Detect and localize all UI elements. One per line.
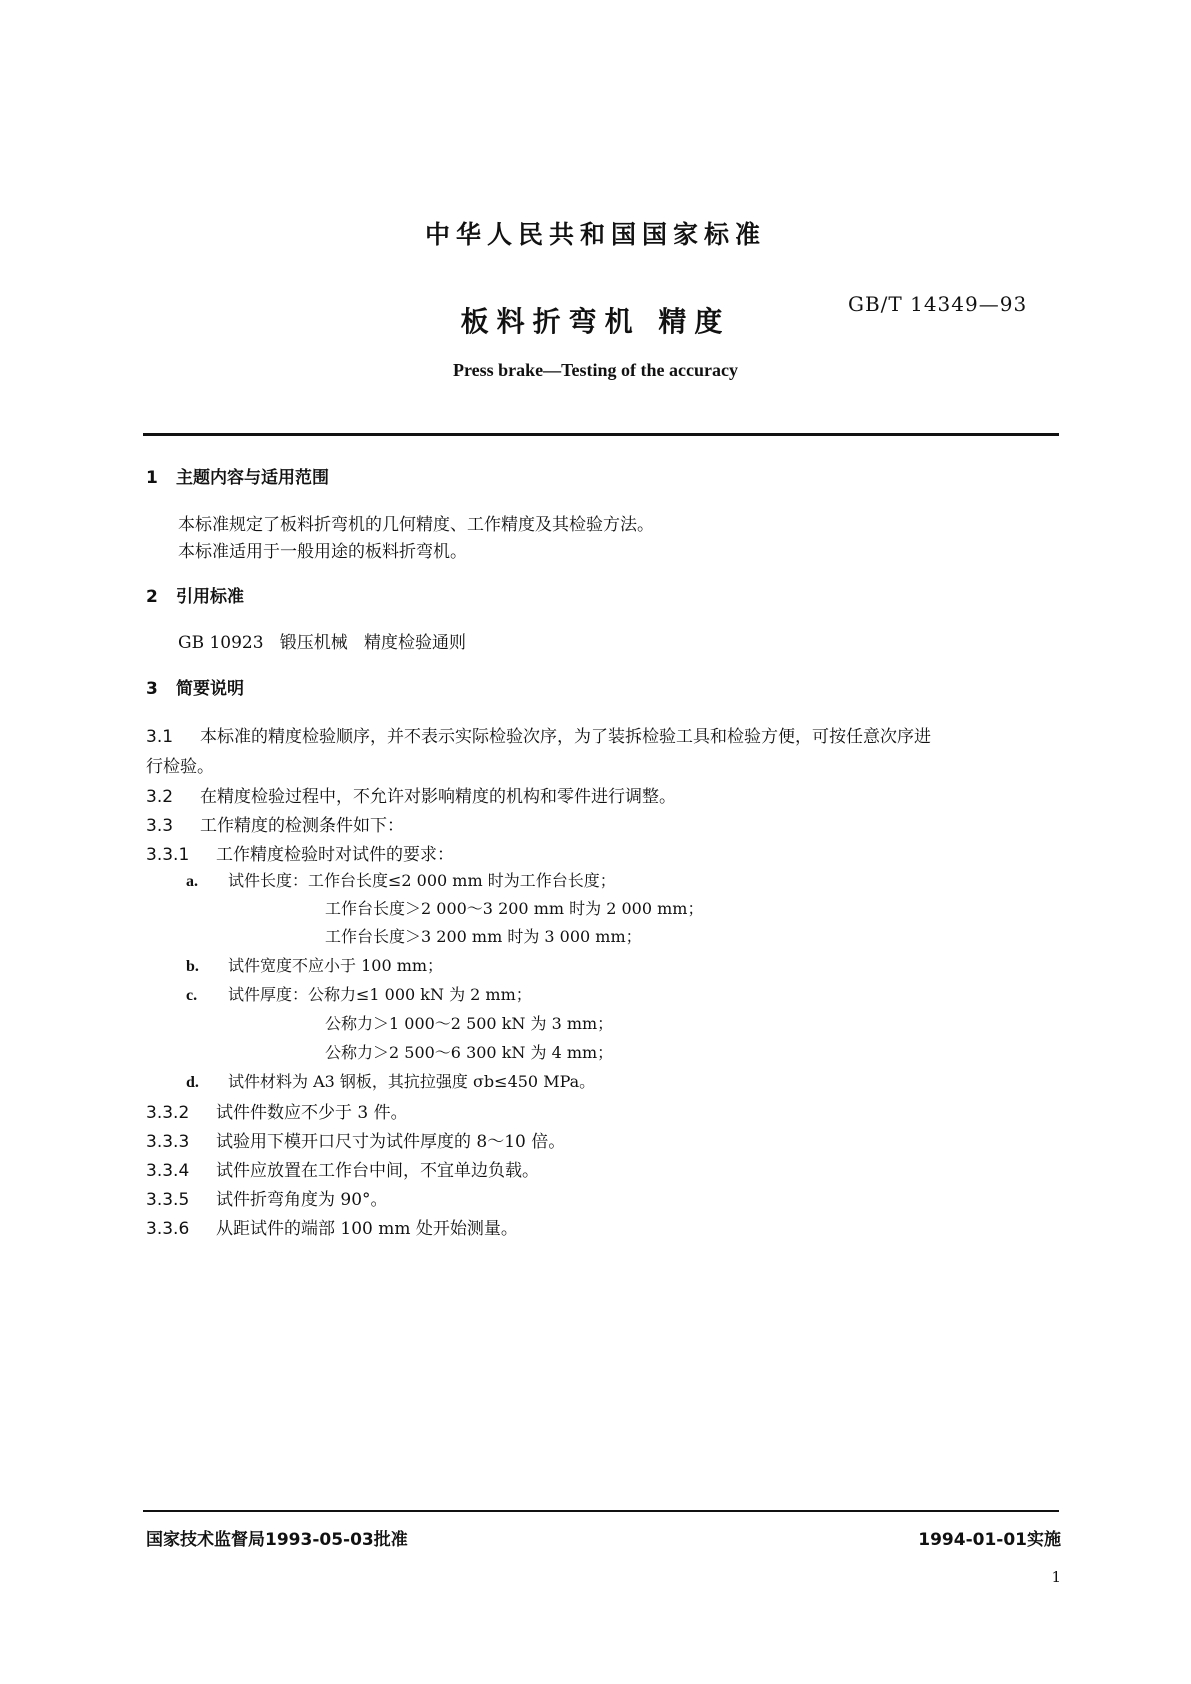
item-a-line-3: 工作台长度＞3 200 mm 时为 3 000 mm；	[325, 927, 642, 946]
item-text: 试件长度：工作台长度≤2 000 mm 时为工作台长度；	[228, 871, 616, 890]
approval-info: 国家技术监督局1993-05-03批准	[146, 1530, 408, 1550]
clause-text: 工作精度检验时对试件的要求：	[216, 845, 454, 865]
section-3-heading	[146, 674, 244, 699]
clause-3-3-2	[146, 1098, 408, 1123]
clause-number: 3.3.4	[146, 1161, 190, 1181]
section-1-heading	[146, 463, 329, 488]
item-c	[186, 982, 532, 1005]
section-title: 主题内容与适用范围	[176, 468, 329, 488]
clause-3-1-continued: 行检验。	[146, 757, 214, 777]
section-number: 3	[146, 679, 158, 699]
clause-number: 3.3.6	[146, 1219, 190, 1239]
clause-3-3	[146, 811, 404, 836]
clause-text: 试件应放置在工作台中间，不宜单边负载。	[216, 1161, 539, 1181]
footer-divider	[143, 1510, 1059, 1512]
item-c-line-2: 公称力＞1 000～2 500 kN 为 3 mm；	[325, 1014, 614, 1033]
clause-3-3-3	[146, 1127, 565, 1152]
clause-3-2	[146, 782, 676, 807]
section-title: 引用标准	[176, 587, 244, 607]
clause-3-3-1	[146, 840, 454, 865]
clause-number: 3.3.1	[146, 845, 190, 865]
clause-text: 试验用下模开口尺寸为试件厚度的 8～10 倍。	[216, 1132, 566, 1152]
document-title-cn: 板料折弯机 精度	[460, 305, 731, 338]
document-number: GB/T 14349—93	[848, 292, 1028, 316]
clause-text: 在精度检验过程中，不允许对影响精度的机构和零件进行调整。	[200, 787, 676, 807]
section-title: 简要说明	[176, 679, 244, 699]
standard-type-heading: 中华人民共和国国家标准	[424, 220, 766, 249]
header-divider	[143, 433, 1059, 436]
clause-number: 3.3.2	[146, 1103, 190, 1123]
item-b	[186, 953, 443, 976]
item-a-line-2: 工作台长度＞2 000～3 200 mm 时为 2 000 mm；	[325, 899, 704, 918]
document-title-en: Press brake—Testing of the accuracy	[453, 360, 738, 380]
item-text: 试件宽度不应小于 100 mm；	[228, 956, 444, 975]
clause-3-1	[146, 722, 931, 747]
clause-text: 本标准的精度检验顺序，并不表示实际检验次序，为了装拆检验工具和检验方便，可按任意次序进	[200, 727, 931, 747]
clause-text: 试件件数应不少于 3 件。	[216, 1103, 408, 1123]
item-d	[186, 1069, 595, 1092]
section-2-reference: GB 10923 锻压机械 精度检验通则	[178, 633, 466, 653]
item-label: b.	[186, 958, 199, 975]
page-number: 1	[1051, 1568, 1061, 1586]
section-number: 2	[146, 587, 158, 607]
item-c-line-3: 公称力＞2 500～6 300 kN 为 4 mm；	[325, 1043, 614, 1062]
item-label: a.	[186, 873, 198, 890]
section-1-paragraph-1: 本标准规定了板料折弯机的几何精度、工作精度及其检验方法。	[178, 515, 654, 535]
clause-number: 3.3.5	[146, 1190, 190, 1210]
item-a	[186, 868, 616, 891]
section-1-paragraph-2: 本标准适用于一般用途的板料折弯机。	[178, 542, 467, 562]
section-2-heading	[146, 582, 244, 607]
clause-number: 3.1	[146, 727, 174, 747]
effective-date: 1994-01-01实施	[918, 1530, 1061, 1550]
item-label: c.	[186, 987, 198, 1004]
item-label: d.	[186, 1074, 199, 1091]
item-text: 试件厚度：公称力≤1 000 kN 为 2 mm；	[228, 985, 532, 1004]
clause-text: 从距试件的端部 100 mm 处开始测量。	[216, 1219, 518, 1239]
clause-text: 试件折弯角度为 90°。	[216, 1190, 388, 1210]
clause-3-3-6	[146, 1214, 518, 1239]
clause-number: 3.3.3	[146, 1132, 190, 1152]
clause-number: 3.2	[146, 787, 174, 807]
section-number: 1	[146, 468, 158, 488]
clause-text: 工作精度的检测条件如下：	[200, 816, 404, 836]
clause-number: 3.3	[146, 816, 174, 836]
clause-3-3-4	[146, 1156, 539, 1181]
clause-3-3-5	[146, 1185, 388, 1210]
item-text: 试件材料为 A3 钢板，其抗拉强度 σb≤450 MPa。	[228, 1072, 596, 1091]
